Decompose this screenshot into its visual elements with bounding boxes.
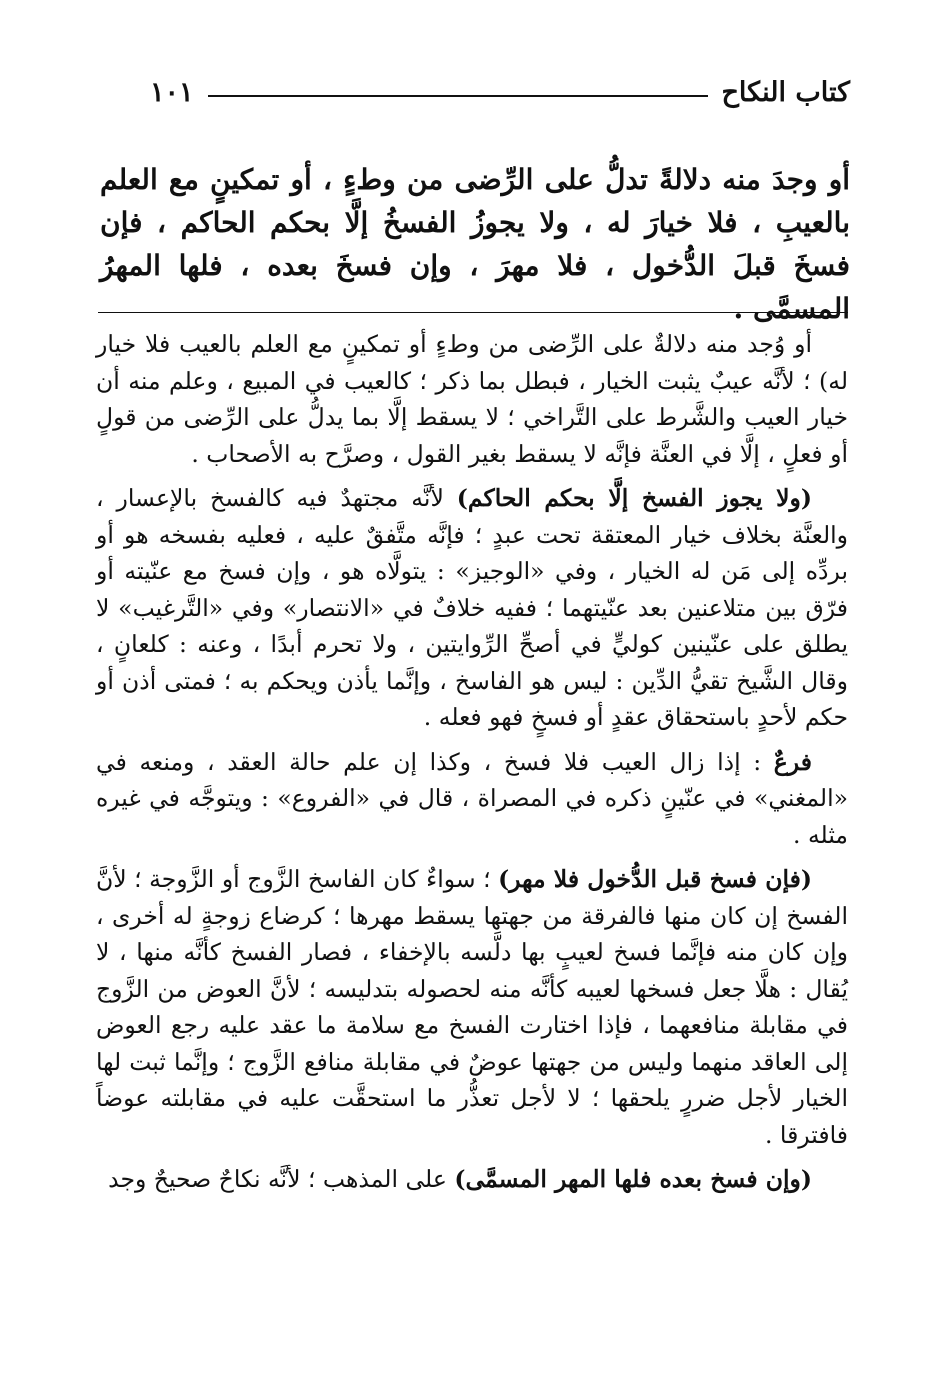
commentary-paragraph-1 — [96, 326, 848, 472]
separator-line — [98, 312, 848, 313]
quoted-text: (ولا يجوز الفسخ إلَّا بحكم الحاكم) — [456, 484, 812, 512]
quoted-text: (وإن فسخ بعده فلها المهر المسمَّى) — [454, 1165, 812, 1193]
branch-label: فرعٌ — [773, 747, 812, 776]
commentary-paragraph-3 — [96, 744, 848, 854]
commentary — [96, 326, 848, 1198]
commentary-paragraph-2 — [96, 480, 848, 736]
paragraph-text: لأنَّه مجتهدٌ فيه كالفسخ بالإعسار ، والعنَّة بخلاف خيار المعتقة تحت عبدٍ ؛ فإنَّه متَّفقٌ عليه ، فعليه بفسخه هو أو بردِّه إلى مَن له الخيار ، وفي «الوجيز» : يتولَّاه هو ، وإن فسخ مع عنّيته أو فرّق بين متلاعنين بعد عنّيتهما ؛ ففيه خلافٌ في «الانتصار» وفي «التَّرغيب» لا يطلق على عنّينين كوليٍّ في أصحِّ الرِّوايتين ، ولا تحرم أبدًا ، وعنه : كلعانٍ ، وقال الشَّيخ تقيُّ الدِّين : ليس هو الفاسخ ، وإنَّما يأذن ويحكم به ؛ فمتى أذن أو حكم لأحدٍ باستحقاق عقدٍ أو فسخٍ فهو فعله . — [96, 484, 848, 731]
page-header — [150, 72, 850, 112]
commentary-paragraph-4 — [96, 861, 848, 1153]
running-title: كتاب النكاح — [721, 76, 850, 108]
paragraph-text: أو وُجد منه دلالةٌ على الرِّضى من وطءٍ أو تمكينٍ مع العلم بالعيب فلا خيار له) ؛ لأنَّه عيبٌ يثبت الخيار ، فبطل بما ذكر ؛ كالعيب في المبيع ، وعلم منه أن خيار العيب والشَّرط على التَّراخي ؛ لا يسقط إلَّا بما يدلُّ على الرِّضى من قولٍ أو فعلٍ ، إلَّا في العنَّة فإنَّه لا يسقط بغير القول ، وصرَّح به الأصحاب . — [96, 330, 848, 468]
paragraph-text: على المذهب ؛ لأنَّه نكاحٌ صحيحٌ وجد — [108, 1165, 455, 1193]
paragraph-text: : إذا زال العيب فلا فسخ ، وكذا إن علم حالة العقد ، ومنعه في «المغني» في عنّينٍ ذكره في المصراة ، قال في «الفروع» : ويتوجَّه في غيره مثله . — [96, 747, 848, 849]
page-number: ١٠١ — [150, 76, 194, 108]
header-rule — [208, 95, 708, 97]
quoted-text: (فإن فسخ قبل الدُّخول فلا مهر) — [498, 865, 812, 893]
main-text: أو وجدَ منه دلالةً تدلُّ على الرِّضى من وطءٍ ، أو تمكينٍ مع العلم بالعيبِ ، فلا خيارَ له ، ولا يجوزُ الفسخُ إلَّا بحكم الحاكم ، فإن فسخَ قبلَ الدُّخول ، فلا مهرَ ، وإن فسخَ بعده ، فلها المهرُ المسمَّى . — [100, 163, 851, 325]
commentary-paragraph-5 — [96, 1161, 848, 1198]
paragraph-text: ؛ سواءٌ كان الفاسخ الزَّوج أو الزَّوجة ؛ لأنَّ الفسخ إن كان منها فالفرقة من جهتها يسقط مهرها ؛ كرضاع زوجةٍ له أخرى ، وإن كان منه فإنَّما فسخ لعيبٍ بها دلَّسه بالإخفاء ، فصار الفسخ كأنَّه منها ، لا يُقال : هلَّا جعل فسخها لعيبه كأنَّه منه لحصوله بتدليسه ؛ لأنَّ العوض من الزَّوج في مقابلة منافعهما ، فإذا اختارت الفسخ مع سلامة ما عقد عليه رجع العوض إلى العاقد منهما وليس من جهتها عوضٌ في مقابلة منافع الزَّوج ؛ وإنَّما ثبت لها الخيار لأجل ضررٍ يلحقها ؛ لا لأجل تعذُّر ما استحقَّت عليه في مقابلته عوضاً فافترقا . — [96, 865, 848, 1149]
